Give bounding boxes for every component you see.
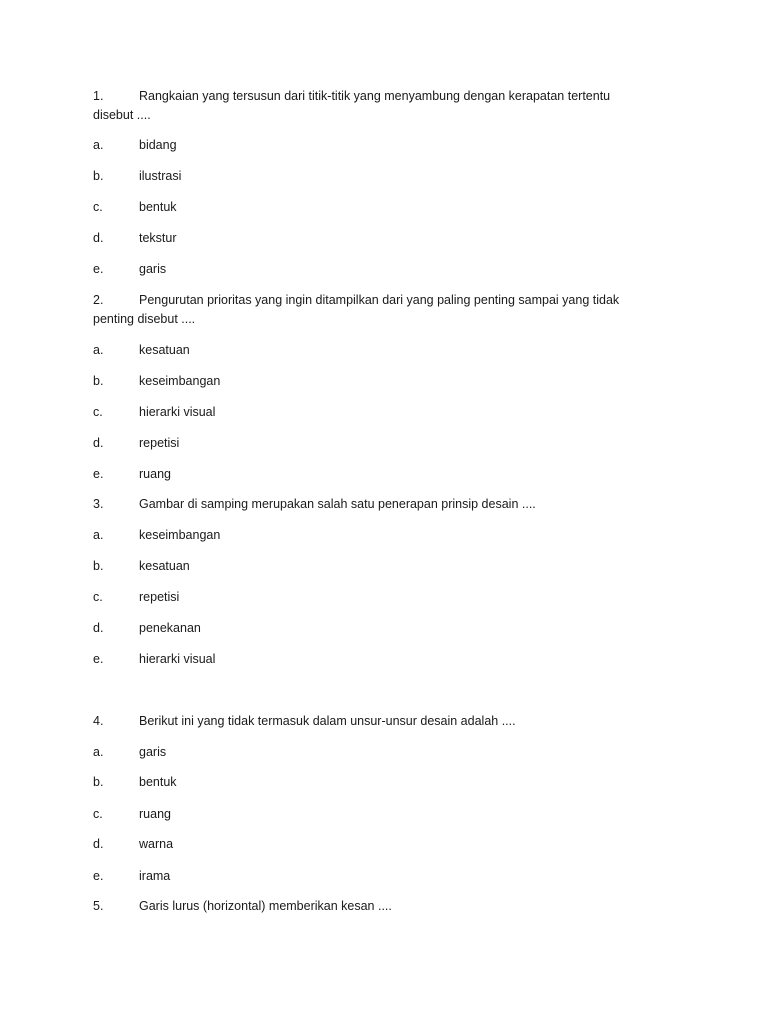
option-2e	[93, 465, 683, 484]
question-number: 4.	[93, 714, 104, 728]
option-text: irama	[139, 869, 171, 883]
option-text: repetisi	[139, 436, 180, 450]
option-3c	[93, 588, 683, 607]
option-letter: e.	[93, 652, 104, 666]
option-letter: c.	[93, 405, 103, 419]
question-text-line: Pengurutan prioritas yang ingin ditampilkan dari yang paling penting sampai yang tidak	[139, 293, 620, 307]
option-letter: d.	[93, 436, 104, 450]
option-letter: e.	[93, 262, 104, 276]
question-text	[93, 291, 683, 329]
option-letter: b.	[93, 559, 104, 573]
option-3b	[93, 557, 683, 576]
option-4e	[93, 867, 683, 886]
question-text: Berikut ini yang tidak termasuk dalam unsur-unsur desain adalah ....	[139, 714, 516, 728]
option-text: keseimbangan	[139, 528, 221, 542]
option-letter: d.	[93, 231, 104, 245]
option-letter: c.	[93, 200, 103, 214]
question-2	[93, 291, 683, 329]
option-letter: b.	[93, 374, 104, 388]
question-text: Gambar di samping merupakan salah satu penerapan prinsip desain ....	[139, 497, 536, 511]
question-text-line: penting disebut ....	[93, 312, 196, 326]
option-4d	[93, 835, 683, 854]
question-3	[93, 495, 683, 514]
question-text-line: Rangkaian yang tersusun dari titik-titik yang menyambung dengan kerapatan tertentu	[139, 89, 611, 103]
option-letter: b.	[93, 169, 104, 183]
option-text: keseimbangan	[139, 374, 221, 388]
question-text: Garis lurus (horizontal) memberikan kesan ....	[139, 899, 392, 913]
question-text	[93, 87, 683, 125]
option-3d	[93, 619, 683, 638]
option-text: bentuk	[139, 775, 177, 789]
option-text: kesatuan	[139, 343, 190, 357]
option-text: bidang	[139, 138, 177, 152]
option-1c	[93, 198, 683, 217]
option-2d	[93, 434, 683, 453]
question-5	[93, 897, 683, 916]
question-1	[93, 87, 683, 125]
option-text: warna	[139, 837, 174, 851]
question-text-line: disebut ....	[93, 108, 151, 122]
option-letter: a.	[93, 138, 104, 152]
option-1d	[93, 229, 683, 248]
option-2a	[93, 341, 683, 360]
option-letter: c.	[93, 807, 103, 821]
option-2b	[93, 372, 683, 391]
option-letter: b.	[93, 775, 104, 789]
option-letter: c.	[93, 590, 103, 604]
option-text: repetisi	[139, 590, 180, 604]
question-number: 1.	[93, 89, 104, 103]
option-text: hierarki visual	[139, 652, 216, 666]
option-1a	[93, 136, 683, 155]
option-text: penekanan	[139, 621, 201, 635]
option-letter: e.	[93, 869, 104, 883]
option-3a	[93, 526, 683, 545]
option-text: ruang	[139, 467, 171, 481]
option-4a	[93, 743, 683, 762]
question-number: 2.	[93, 293, 104, 307]
question-4	[93, 712, 683, 731]
option-letter: d.	[93, 837, 104, 851]
option-text: ruang	[139, 807, 171, 821]
option-1e	[93, 260, 683, 279]
option-letter: d.	[93, 621, 104, 635]
option-2c	[93, 403, 683, 422]
option-text: bentuk	[139, 200, 177, 214]
option-3e	[93, 650, 683, 669]
option-text: kesatuan	[139, 559, 190, 573]
option-4b	[93, 773, 683, 792]
option-letter: a.	[93, 343, 104, 357]
option-letter: e.	[93, 467, 104, 481]
option-letter: a.	[93, 745, 104, 759]
option-text: garis	[139, 262, 167, 276]
option-text: hierarki visual	[139, 405, 216, 419]
option-letter: a.	[93, 528, 104, 542]
question-number: 3.	[93, 497, 104, 511]
question-number: 5.	[93, 899, 104, 913]
option-4c	[93, 805, 683, 824]
option-text: ilustrasi	[139, 169, 182, 183]
option-text: tekstur	[139, 231, 177, 245]
option-text: garis	[139, 745, 167, 759]
option-1b	[93, 167, 683, 186]
